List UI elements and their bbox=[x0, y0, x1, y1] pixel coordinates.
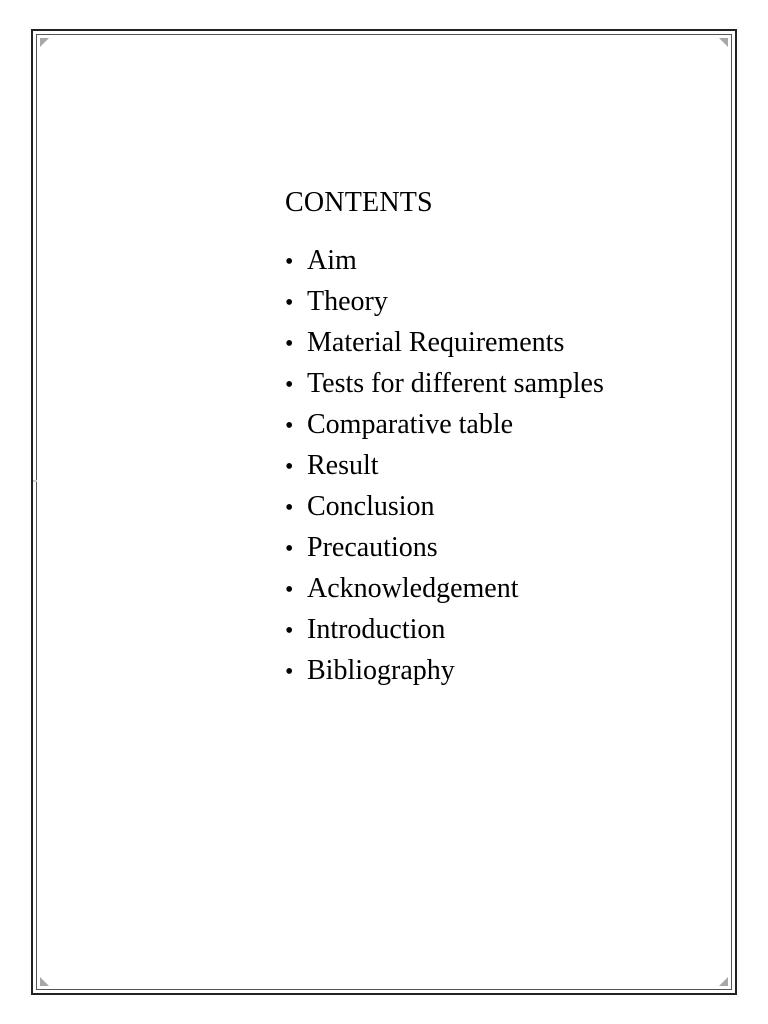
corner-mark-top-right bbox=[719, 38, 728, 47]
bullet-icon: • bbox=[285, 495, 294, 521]
contents-item-bibliography bbox=[285, 651, 604, 692]
bullet-icon: • bbox=[285, 249, 294, 275]
contents-item-introduction bbox=[285, 610, 604, 651]
contents-item-label: Theory bbox=[307, 286, 388, 317]
corner-mark-bottom-right bbox=[719, 977, 728, 986]
contents-item-label: Precautions bbox=[307, 532, 438, 563]
contents-item-material-requirements bbox=[285, 323, 604, 364]
bullet-icon: • bbox=[285, 536, 294, 562]
bullet-icon: • bbox=[285, 454, 294, 480]
contents-item-conclusion bbox=[285, 487, 604, 528]
contents-item-tests bbox=[285, 364, 604, 405]
contents-list bbox=[285, 241, 604, 692]
contents-item-precautions bbox=[285, 528, 604, 569]
contents-title: CONTENTS bbox=[285, 187, 433, 218]
contents-item-theory bbox=[285, 282, 604, 323]
contents-item-label: Acknowledgement bbox=[307, 573, 519, 604]
contents-item-label: Comparative table bbox=[307, 409, 514, 440]
bullet-icon: • bbox=[285, 413, 294, 439]
corner-mark-bottom-left bbox=[40, 977, 49, 986]
contents-item-label: Material Requirements bbox=[307, 327, 565, 358]
contents-section bbox=[285, 183, 604, 692]
page-side-tick bbox=[33, 480, 37, 482]
bullet-icon: • bbox=[285, 577, 294, 603]
contents-item-comparative-table bbox=[285, 405, 604, 446]
contents-item-label: Tests for different samples bbox=[307, 368, 604, 399]
contents-item-result bbox=[285, 446, 604, 487]
contents-item-label: Introduction bbox=[307, 614, 446, 645]
bullet-icon: • bbox=[285, 290, 294, 316]
contents-item-label: Result bbox=[307, 450, 379, 481]
bullet-icon: • bbox=[285, 331, 294, 357]
contents-item-label: Aim bbox=[307, 245, 357, 276]
bullet-icon: • bbox=[285, 372, 294, 398]
corner-mark-top-left bbox=[40, 38, 49, 47]
contents-item-label: Conclusion bbox=[307, 491, 435, 522]
contents-item-acknowledgement bbox=[285, 569, 604, 610]
bullet-icon: • bbox=[285, 659, 294, 685]
contents-item-aim bbox=[285, 241, 604, 282]
contents-item-label: Bibliography bbox=[307, 655, 455, 686]
bullet-icon: • bbox=[285, 618, 294, 644]
